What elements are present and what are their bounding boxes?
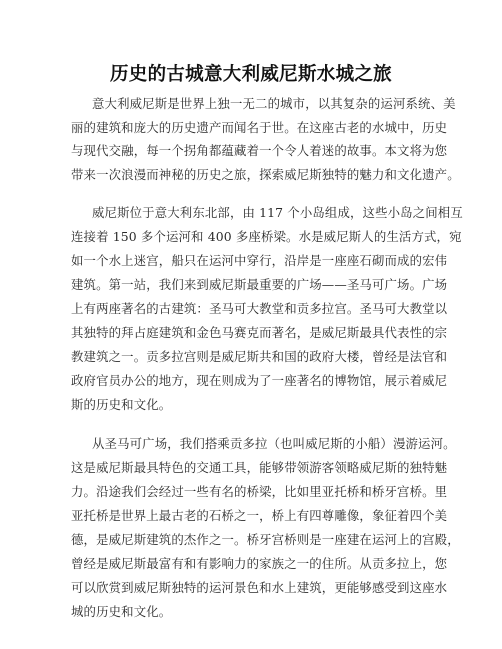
- paragraph-line: 城的历史和文化。: [71, 604, 172, 619]
- paragraph-line: 上有两座著名的古建筑：圣马可大教堂和贡多拉宫。圣马可大教堂以: [71, 301, 448, 316]
- paragraph-line: 这是威尼斯最具特色的交通工具，能够带领游客领略威尼斯的独特魅: [71, 460, 448, 475]
- paragraph-line: 威尼斯位于意大利东北部，由 117 个小岛组成，这些小岛之间相互: [92, 205, 463, 220]
- paragraph-line: 其独特的拜占庭建筑和金色马赛克而著名，是威尼斯最具代表性的宗: [71, 325, 448, 340]
- paragraph-line: 连接着 150 多个运河和 400 多座桥梁。水是威尼斯人的生活方式，宛: [71, 229, 462, 244]
- paragraph-line: 意大利威尼斯是世界上独一无二的城市，以其复杂的运河系统、美: [92, 96, 456, 111]
- paragraph-line: 建筑。第一站，我们来到威尼斯最重要的广场——圣马可广场。广场: [71, 277, 448, 292]
- paragraph-line: 从圣马可广场，我们搭乘贡多拉（也叫威尼斯的小船）漫游运河。: [92, 436, 456, 451]
- paragraph-line: 可以欣赏到威尼斯独特的运河景色和水上建筑，更能够感受到这座水: [71, 580, 448, 595]
- paragraph-line: 政府官员办公的地方，现在则成为了一座著名的博物馆，展示着威尼: [71, 373, 448, 388]
- paragraph-line: 教建筑之一。贡多拉宫则是威尼斯共和国的政府大楼，曾经是法官和: [71, 349, 448, 364]
- paragraph-line: 曾经是威尼斯最富有和有影响力的家族之一的住所。从贡多拉上，您: [71, 556, 448, 571]
- paragraph-line: 亚托桥是世界上最古老的石桥之一，桥上有四尊雕像，象征着四个美: [71, 508, 448, 523]
- paragraph-line: 斯的历史和文化。: [71, 397, 172, 412]
- paragraph-line: 力。沿途我们会经过一些有名的桥梁，比如里亚托桥和桥牙宫桥。里: [71, 484, 448, 499]
- document-title: 历史的古城意大利威尼斯水城之旅: [109, 64, 392, 85]
- paragraph-line: 丽的建筑和庞大的历史遗产而闻名于世。在这座古老的水城中，历史: [71, 120, 448, 135]
- paragraph-line: 与现代交融，每一个拐角都蕴藏着一个令人着迷的故事。本文将为您: [71, 143, 448, 158]
- paragraph-line: 德，是威尼斯建筑的杰作之一。桥牙宫桥则是一座建在运河上的宫殿，: [71, 532, 460, 547]
- paragraph-line: 带来一次浪漫而神秘的历史之旅，探索威尼斯独特的魅力和文化遗产。: [71, 167, 460, 182]
- paragraph-line: 如一个水上迷宫，船只在运河中穿行，沿岸是一座座石砌而成的宏伟: [71, 253, 448, 268]
